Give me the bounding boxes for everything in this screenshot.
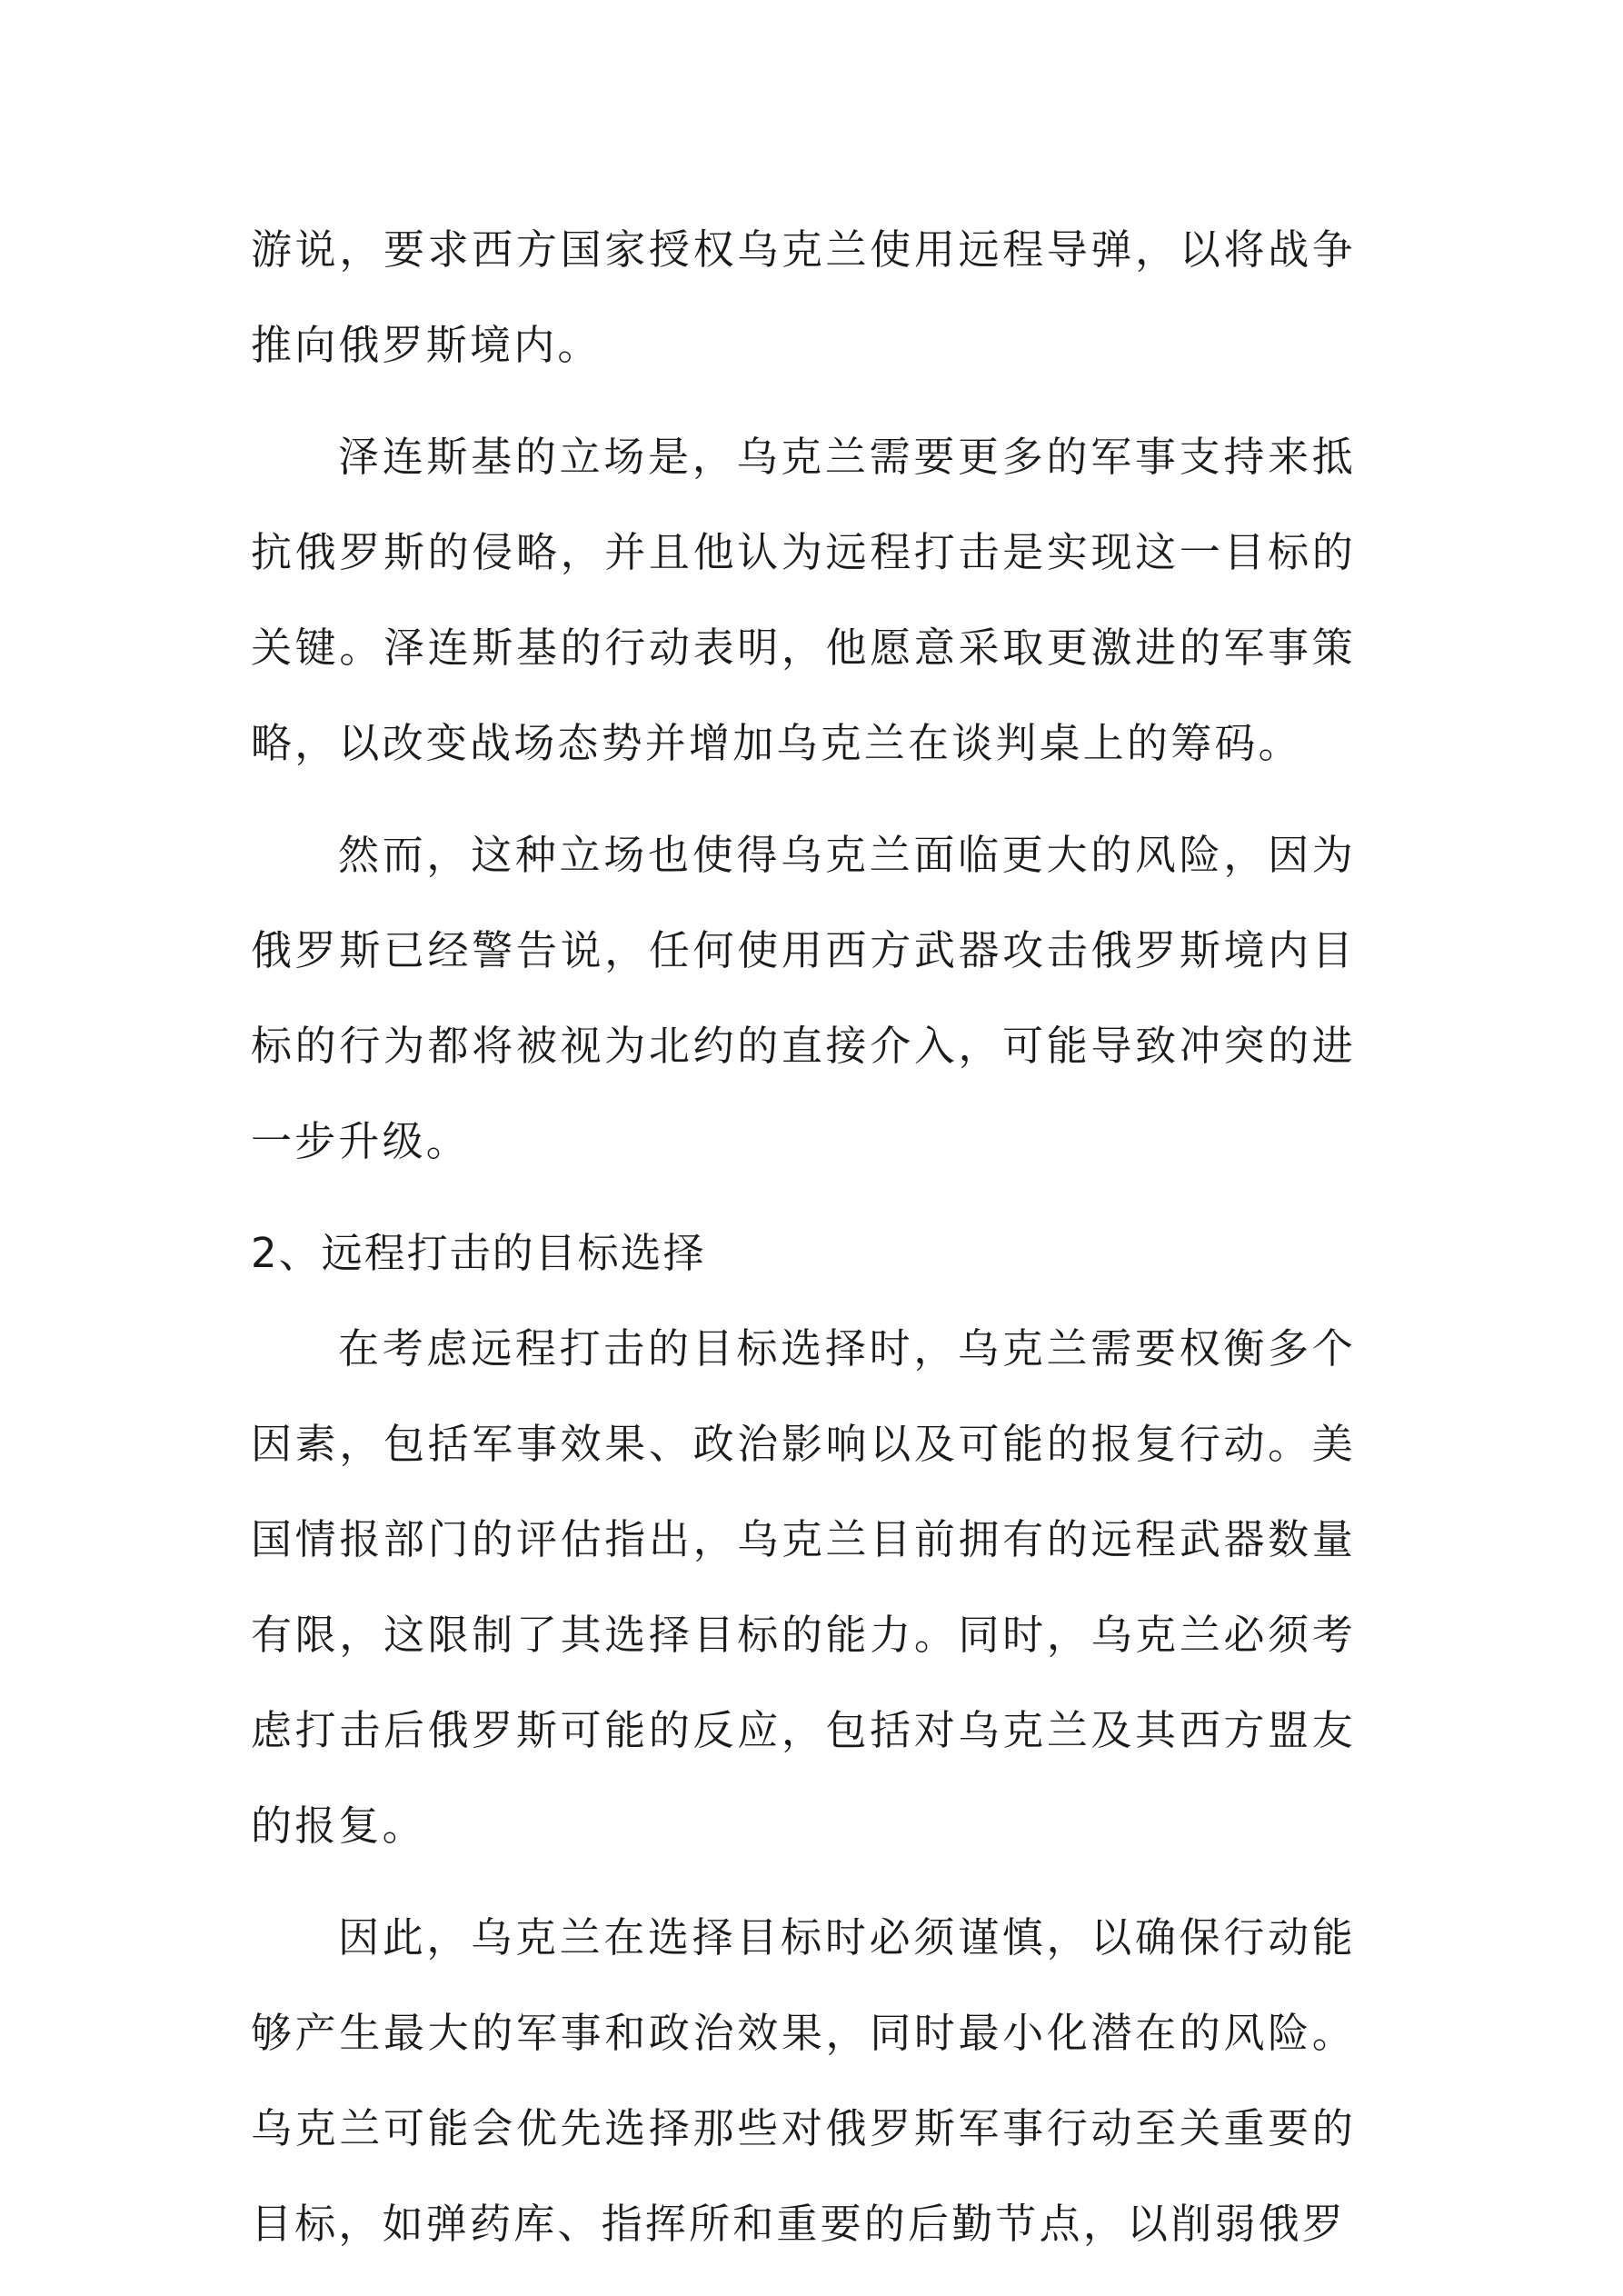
paragraph-1: 游说，要求西方国家授权乌克兰使用远程导弹，以将战争推向俄罗斯境内。 xyxy=(251,225,1356,369)
paragraph-5: 因此，乌克兰在选择目标时必须谨慎，以确保行动能够产生最大的军事和政治效果，同时最小化潜在的风险。乌克兰可能会优先选择那些对俄罗斯军事行动至关重要的目标，如弹药库、指挥所和重要的后勤节点，以削弱俄罗 xyxy=(251,1913,1356,2248)
document-body xyxy=(251,202,1356,2288)
paragraph-2: 泽连斯基的立场是，乌克兰需要更多的军事支持来抵抗俄罗斯的侵略，并且他认为远程打击是实现这一目标的关键。泽连斯基的行动表明，他愿意采取更激进的军事策略，以改变战场态势并增加乌克兰在谈判桌上的筹码。 xyxy=(251,433,1356,767)
paragraph-3: 然而，这种立场也使得乌克兰面临更大的风险，因为俄罗斯已经警告说，任何使用西方武器攻击俄罗斯境内目标的行为都将被视为北约的直接介入，可能导致冲突的进一步升级。 xyxy=(251,831,1356,1165)
paragraph-4: 在考虑远程打击的目标选择时，乌克兰需要权衡多个因素，包括军事效果、政治影响以及可能的报复行动。美国情报部门的评估指出，乌克兰目前拥有的远程武器数量有限，这限制了其选择目标的能力。同时，乌克兰必须考虑打击后俄罗斯可能的反应，包括对乌克兰及其西方盟友的报复。 xyxy=(251,1324,1356,1850)
section-heading: 2、远程打击的目标选择 xyxy=(251,1229,706,1277)
